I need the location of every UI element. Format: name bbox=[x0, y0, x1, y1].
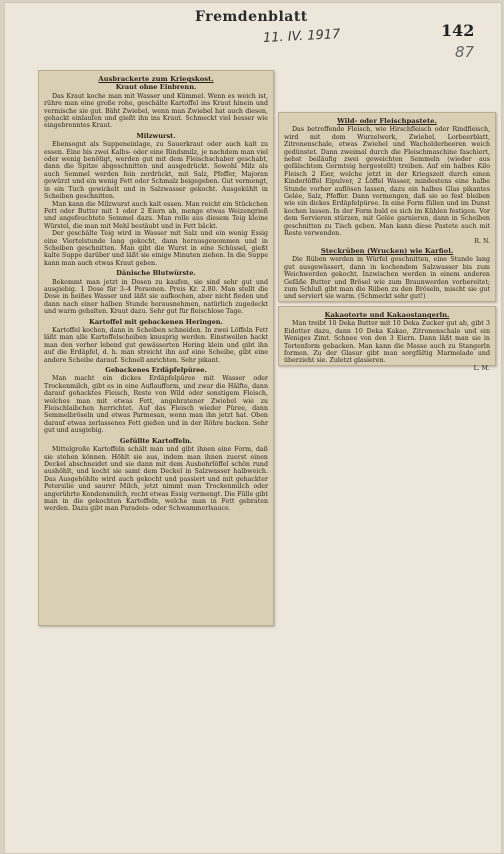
paragraph: Mittelgroße Kartoffeln schält man und gibt ihnen eine Form, daß sie stehen können. Höhlt sie aus, indem man ihnen zuerst einen Deckel abschneidet und sie dann mit dem Ausbohrlöffel schön rund aushöhlt, und kocht sie samt dem Deckel in Salzwasser halbweich. Das Ausgehöhlte wird auch gekocht und passiert und mit gehackter Petersilie und saurer Milch, jetzt nimmt man Trockenmilch oder angerührte Kondensmilch, recht etwas Essig vermengt. Die Fülle gibt man in die gekochten Kartoffeln, welche man in Fett gebraten werden. Dazu gibt man Paradeis- oder Schwammerlsauce. bbox=[44, 446, 268, 513]
left-clipping bbox=[38, 70, 274, 626]
section-milzwurst bbox=[44, 133, 268, 267]
paragraph: Das Kraut koche man mit Wasser und Kümmel. Wenn es weich ist, rühre man eine große rohe, geschälte Kartoffel ins Kraut hinein und vermische sie gut. Bäht Zwiebel, wenn man Zwiebel hat auch diesen, gehackt einlaufen und gießt ihn ins Kraut. Schmeckt viel besser wie eingebrenntes Kraut. bbox=[44, 92, 268, 130]
author-signature: L. M. bbox=[473, 364, 490, 372]
section-pastete bbox=[284, 118, 490, 245]
section-kartoffel-heringe bbox=[44, 319, 268, 364]
handwritten-date: 11. IV. 1917 bbox=[262, 26, 341, 47]
section-kakaotorte bbox=[284, 312, 490, 372]
section-erdaepfelpueree bbox=[44, 367, 268, 435]
paragraph: Der geschälte Teig wird in Wasser mit Salz und ein wenig Essig eine Viertelstunde lang gekocht, dann herausgenommen und in Scheiben geschnitten. Man gibt die Wurst in eine Schüssel, gießt kalte Suppe darüber und läßt sie einige Minuten ziehen. In die Suppe kann man auch etwas Kraut geben. bbox=[44, 230, 268, 267]
section-heading: Wild- oder Fleischpastete. bbox=[337, 117, 437, 125]
right-bottom-clipping bbox=[278, 306, 496, 372]
paragraph: Das betreffende Fleisch, wie Hirschfleisch oder Rindfleisch, wird mit dem Wurzelwerk, Zwiebel, Lorbeerblatt, Zitronenschale, etwas Zwiebel und Wacholderbeeren weich gedünstet. Dann zweimal durch die Fleischmaschine faschiert, nebst beiläufig zwei geweichten Semmeln (wieder aus gefälschtem Germteig hergestellt) treiben. Auf ein halbes Kilo Fleisch 2 Eier, welche jetzt in der Kriegszeit durch einen Kinderlöffel Eipulver, 2 Löffel Wasser, mindestens eine halbe Stunde vorher auflösen lassen, dazu ein halbes Glas pikantes Gelée, Salz, Pfeffer. Dann vermengen, daß sie so fest bleiben wie ein dickes Erdäpfelpüree. In eine Form füllen und im Dunst kochen lassen. In der Form bald es sich im Kühlen festigen. Vor dem Servieren stürzen, mit Gelée garnieren, dann in Scheiben geschnitten zu Tisch geben. Man kann diese Pastete auch mit Reste verwenden. bbox=[284, 126, 490, 238]
paragraph: Man treibt 10 Deka Butter mit 10 Deka Zucker gut ab, gibt 3 Eidotter dazu, dann 10 Deka Kakao, Zitronenschale und ein Weniges Zimt. Schnee von den 3 Eiern. Dann läßt man sie in Tortenform gebacken. Man kann die Masse auch zu Stangerln formen. Zu der Glasur gibt man sorgfältig Marmelade und überzieht sie. Zuletzt glasieren. bbox=[284, 320, 490, 365]
paragraph: Ebensogut als Suppeneinlage, zu Sauerkraut oder auch kalt zu essen. Eine bis zwei Kalbs- oder eine Rindsmilz, je nachdem man viel oder wenig benötigt, werden gut mit dem Fleischschaber geschabt, dann die Spitze abgeschnitten und ausgedrückt. Sowohl Milz als auch Semmel werden fein zerdrückt, mit Salz, Pfeffer, Majoran gewürzt und ein wenig Fett oder Schmalz beigegeben. Gut vermengt, in ein Tuch gewickelt und in Salzwasser gekocht. Ausgekühlt in Scheiben geschnitten. bbox=[44, 141, 268, 201]
section-heading: Ausbrackerte zum Kriegskost. bbox=[98, 75, 214, 83]
section-subheading: Gebackenes Erdäpfelpüree. bbox=[105, 366, 207, 375]
section-kraut bbox=[44, 76, 268, 130]
paragraph: Man macht ein dickes Erdäpfelpüree mit Wasser oder Trockenmilch, gibt es in eine Auflaufform, und zwar die Hälfte, dann darauf gehacktes Fleisch, Reste von Wild oder sonstigem Fleisch, welches man mit etwas Fett, angebratener Zwiebel wie zu Fleischlaibchen herrichtet. Auf das Fleisch wieder Püree, dann Semmelbröseln und etwas Parmesan, wenn man ihn jetzt hat. Oben darauf etwas zerlassenes Fett gießen und in der Röhre backen. Sehr gut und ausgiebig. bbox=[44, 375, 268, 435]
handwritten-number: 87 bbox=[455, 43, 475, 61]
section-steckrueben bbox=[284, 248, 490, 301]
section-subheading: Milzwurst. bbox=[136, 131, 176, 140]
paragraph: Man kann die Milzwurst auch kalt essen. Man reicht ein Stückchen Fett oder Butter mit 1 oder 2 Eiern ab, menge etwas Weizengrieß und angefeuchtete Semmel dazu. Man rolle aus diesem Teig kleine Würstel, die man mit Mehl bestäubt und in Fett bäckt. bbox=[44, 200, 268, 230]
section-subheading: Kraut ohne Einbrenn. bbox=[115, 83, 197, 92]
section-subheading: Kartoffel mit gebackenen Heringen. bbox=[89, 317, 223, 326]
section-blutwuerste bbox=[44, 270, 268, 315]
section-heading: Kakaotorte und Kakaostangerln. bbox=[324, 311, 450, 319]
page-number: 142 bbox=[441, 21, 475, 40]
author-signature: R. N. bbox=[474, 237, 490, 245]
paragraph: Kartoffel kochen, dann in Scheiben schneiden. In zwei Löffeln Fett läßt man alle Kartoffelscheiben knusprig werden. Einstweilen hackt man den vorher lebend gut gewässerten Hering klein und gibt ihn auf die Erdäpfel, d. h. man streicht ihn auf eine Scheibe, gibt eine andere Scheibe darauf. Schnell anrichten. Sehr pikant. bbox=[44, 327, 268, 364]
masthead: Fremdenblatt bbox=[195, 9, 308, 25]
section-heading: Steckrüben (Wrucken) wie Karfiol. bbox=[320, 246, 454, 255]
right-top-clipping bbox=[278, 112, 496, 302]
paragraph: Die Rüben werden in Würfel geschnitten, eine Stunde lang gut ausgewässert, dann in kochendem Salzwasser bis zum Weichwerden gekocht. Inzwischen werden in einem anderen Gefäße Butter und Brösel wie zum Braunwerden vorbereitet; zum Schluß gibt man die Rüben zu den Bröseln, mischt sie gut und serviert sie warm. (Schmeckt sehr gut!) bbox=[284, 256, 490, 301]
paragraph: Bekommt man jetzt in Dosen zu kaufen, sie sind sehr gut und ausgiebig. 1 Dose für 3–4 Personen. Preis Kr. 2.80. Man stellt die Dose in heißes Wasser und läßt sie aufkochen, aber nicht fieden und dann nach einer halben Stunde herausnehmen, natürlich zugedeckt und warm gehalten. Kraut dazu. Sehr gut für fleischlose Tage. bbox=[44, 278, 268, 316]
section-subheading: Dänische Blutwürste. bbox=[116, 269, 196, 278]
section-gefuellte-kartoffeln bbox=[44, 438, 268, 513]
section-subheading: Gefüllte Kartoffeln. bbox=[119, 436, 193, 445]
